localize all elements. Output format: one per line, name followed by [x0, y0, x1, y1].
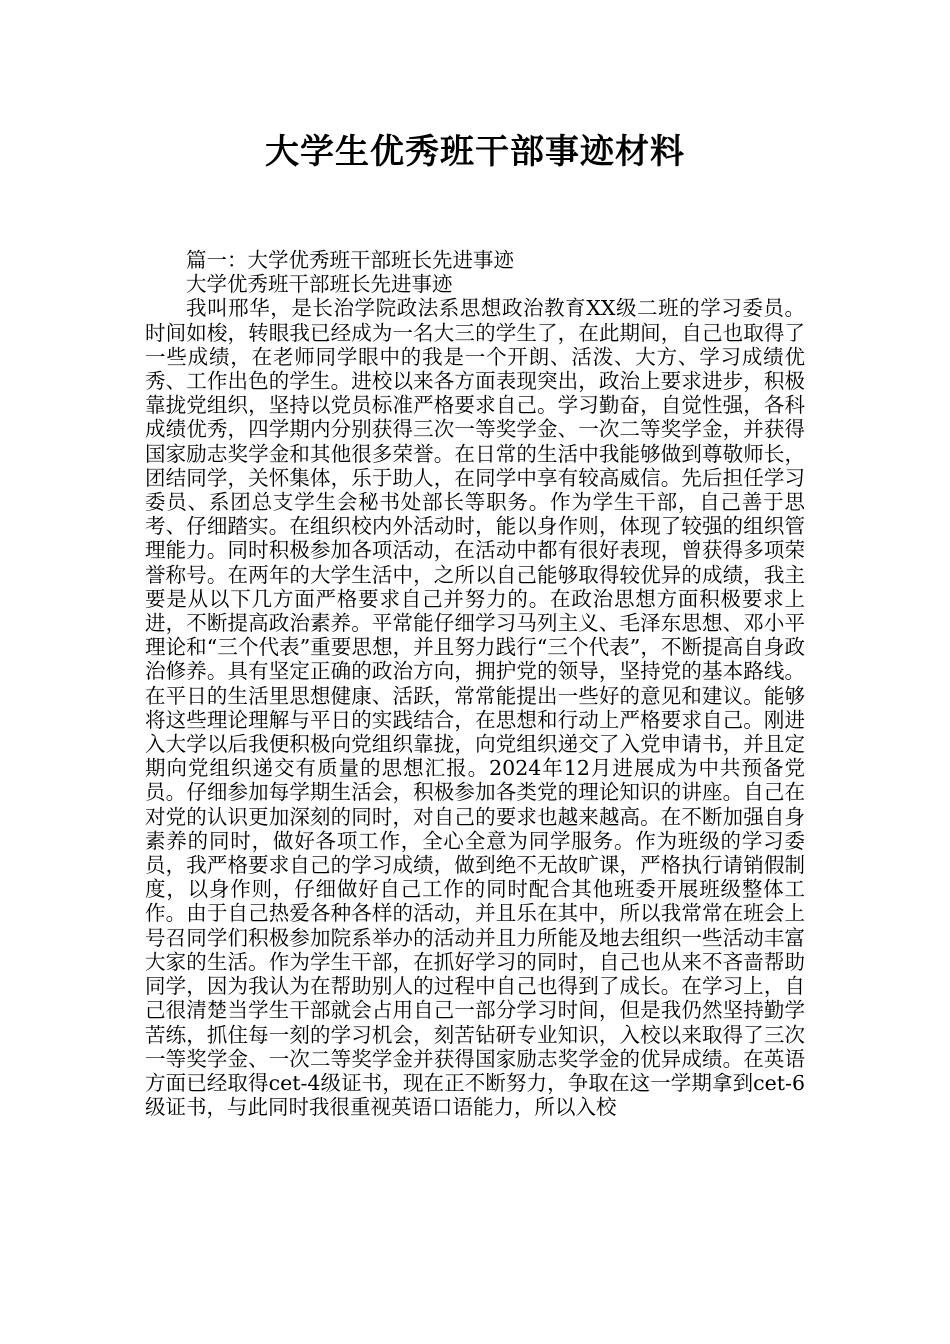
section-heading: 篇一：大学优秀班干部班长先进事迹 — [186, 248, 514, 272]
body-paragraph: 我叫邢华，是长治学院政法系思想政治教育XX级二班的学习委员。时间如梭，转眼我已经成为一名大三的学生了，在此期间，自己也取得了一些成绩，在老师同学眼中的我是一个开朗、活泼、大方、学习成绩优秀、工作出色的学生。进校以来各方面表现突出，政治上要求进步，积极靠拢党组织，坚持以党员标准严格要求自己。学习勤奋，自觉性强，各科成绩优秀，四学期内分别获得三次一等奖学金、一次二等奖学金，并获得国家励志奖学金和其他很多荣誉。在日常的生活中我能够做到尊敬师长，团结同学，关怀集体，乐于助人，在同学中享有较高威信。先后担任学习委员、系团总支学生会秘书处部长等职务。作为学生干部，自己善于思考、仔细踏实。在组织校内外活动时，能以身作则，体现了较强的组织管理能力。同时积极参加各项活动，在活动中都有很好表现，曾获得多项荣誉称号。在两年的大学生活中，之所以自己能够取得较优异的成绩，我主要是从以下几方面严格要求自己并努力的。在政治思想方面积极要求上进，不断提高政治素养。平常能仔细学习马列主义、毛泽东思想、邓小平理论和“三个代表”重要思想，并且努力践行“三个代表”，不断提高自身政治修养。具有坚定正确的政治方向，拥护党的领导，坚持党的基本路线。在平日的生活里思想健康、活跃，常常能提出一些好的意见和建议。能够将这些理论理解与平日的实践结合，在思想和行动上严格要求自己。刚进入大学以后我便积极向党组织靠拢，向党组织递交了入党申请书，并且定期向党组织递交有质量的思想汇报。2024年12月进展成为中共预备党员。仔细参加每学期生活会，积极参加各类党的理论知识的讲座。自己在对党的认识更加深刻的同时，对自己的要求也越来越高。在不断加强自身素养的同时，做好各项工作，全心全意为同学服务。作为班级的学习委员，我严格要求自己的学习成绩，做到绝不无故旷课，严格执行请销假制度，以身作则，仔细做好自己工作的同时配合其他班委开展班级整体工作。由于自己热爱各种各样的活动，并且乐在其中，所以我常常在班会上号召同学们积极参加院系举办的活动并且力所能及地去组织一些活动丰富大家的生活。作为学生干部，在抓好学习的同时，自己也从来不吝啬帮助同学，因为我认为在帮助别人的过程中自己也得到了成长。在学习上，自己很清楚当学生干部就会占用自己一部分学习时间，但是我仍然坚持勤学苦练，抓住每一刻的学习机会，刻苦钻研专业知识，入校以来取得了三次一等奖学金、一次二等奖学金并获得国家励志奖学金的优异成绩。在英语方面已经取得cet-4级证书，现在正不断努力，争取在这一学期拿到cet-6级证书，与此同时我很重视英语口语能力，所以入校 — [145, 296, 805, 1120]
document-title: 大学生优秀班干部事迹材料 — [265, 132, 685, 172]
subheading: 大学优秀班干部班长先进事迹 — [186, 272, 453, 297]
document-body — [145, 248, 805, 1119]
